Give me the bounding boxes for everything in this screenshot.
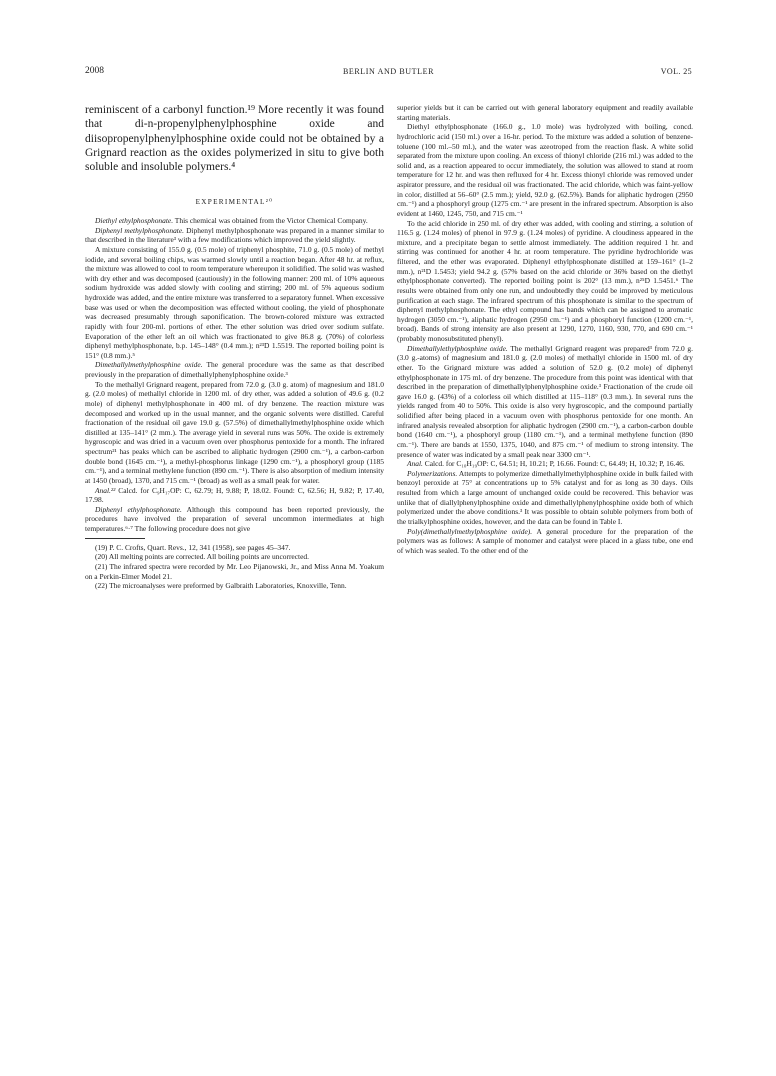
right-column [397,103,693,555]
footnote-19: (19) P. C. Crofts, Quart. Revs., 12, 341 (1958), see pages 45–347. [95,542,291,552]
footnotes [85,543,384,591]
footnote-20: (20) All melting points are corrected. All boiling points are uncorrected. [95,552,309,562]
paragraph-text: Calcd. for C₁₀H₁₉OP: C, 64.51; H, 10.21; P, 16.66. Found: C, 64.49; H, 10.32; P, 16.46. [422,459,685,469]
run-in-title: Dimethallylethylphosphine oxide. [407,343,508,353]
paragraph-polymerizations [397,469,693,527]
paragraph-text: Attempts to polymerize dimethallylmethylphosphine oxide in bulk failed with benzoyl peroxide at 75° at concentrations up to 5% catalyst and for as long as 30 days. Oils resulted from which a large amount of unchanged oxide could be recovered. This behavior was unlike that of diallylphenylphosphine oxide and dimethallylphenylphosphine oxide both of which polymerized under the above conditions.³ It was possible to obtain soluble polymers from both of the trialkylphosphine oxides, however, and the data can be found in Table I. [397,468,693,526]
paragraph-hydrolysis: Diethyl ethylphosphonate (166.0 g., 1.0 mole) was hydrolyzed with boiling, concd. hydrochloric acid (150 ml.) over a 16-hr. period. To the mixture was added a solution of benzene-toluene (100 ml.–50 ml.), and the water was azeotroped from the reaction flask. A white solid separated from the mixture upon cooling. An excess of thionyl chloride (216 ml.) was added to the solid and, as a reaction appeared to occur immediately, the solution was allowed to stand at room temperature for 12 hr. and was then refluxed for 4 hr. Excess thionyl chloride was removed under aspirator pressure, and the residual oil was fractionated. The acid chloride, which was faint-yellow in color, distilled at 56–60° (2.5 mm.); yield, 92.0 g. (62.5%). Bands for aliphatic hydrogen (2950 cm.⁻¹) and a phosphoryl group (1275 cm.⁻¹ are present in the infrared spectrum. Absorption is also evident at 1460, 1245, 750, and 715 cm.⁻¹ [397,122,693,218]
paragraph-dimethallylmethylphosphine-oxide [85,360,384,379]
lead-paragraph: reminiscent of a carbonyl function.¹⁹ More recently it was found that di-n-propenylphenylphosphine oxide and diisopropenylphenylphosphine oxide could not be obtained by a Grignard reaction as the oxides polymerized in situ to give both soluble and insoluble polymers.⁴ [85,104,384,174]
paragraph-analysis [85,486,384,505]
paragraph-text: The general procedure was the same as that described previously in the preparation of dimethallylphenylphosphine oxide.³ [85,360,385,380]
paragraph-text: Calcd. for C₉H₁₇OP: C, 62.79; H, 9.88; P, 18.02. Found: C, 62.56; H, 9.82; P, 17.40, 17.98. [85,485,384,505]
paragraph-text: The methallyl Grignard reagent was prepared³ from 72.0 g. (3.0 g.-atoms) of magnesium and 181.0 g. (2.0 moles) of methallyl chloride in 1500 ml. of dry ether. To the Grignard mixture was added a solution of 52.0 g. (0.2 mole) of diphenyl ethylphosphonate in 175 ml. of dry benzene. The procedure from this point was identical with that described in the preparation of dimethallylphenylphosphine oxide.³ Fractionation of the crude oil gave 16.0 g. (43%) of a colorless oil which distilled at 115–118° (0.3 mm.). In several runs the yields ranged from 40 to 50%. This oxide is also very hygroscopic, and the compound partially solidified after being placed in a vacuum oven with phosphorus pentoxide for one month. An infrared analysis revealed absorption for aliphatic hydrogen (2900 cm.⁻¹), a carbon-carbon double bond (1640 cm.⁻¹), a phosphoryl group (1180 cm.⁻¹), and a terminal methylene function (890 cm.⁻¹). There are bands at 1550, 1375, 1040, and 875 cm.⁻¹ of medium to strong intensity. The presence of water was indicated by a small peak near 3300 cm⁻¹. [397,343,693,459]
footnote-divider [85,538,145,539]
page-number: 2008 [85,66,104,76]
section-heading-experimental: EXPERIMENTAL²⁰ [195,198,274,207]
footnote-22: (22) The microanalyses were preformed by Galbraith Laboratories, Knoxville, Tenn. [95,581,347,591]
run-in-title: Poly(dimethallylmethylphosphine oxide). [407,526,533,536]
paragraph-text: This chemical was obtained from the Victor Chemical Company. [173,216,368,226]
volume-label: VOL. 25 [660,67,692,76]
paragraph-diphenyl-methylphosphonate [85,226,384,245]
paragraph-analysis-2 [397,459,693,469]
run-in-title: Diethyl ethylphosphonate. [95,216,174,226]
run-in-title: Polymerizations. [407,468,458,478]
run-in-title: Anal.²² [95,485,116,495]
paragraph-procedure: A mixture consisting of 155.0 g. (0.5 mole) of triphenyl phosphite, 71.0 g. (0.5 mole) of methyl iodide, and several boiling chips, was warmed slowly until a reaction began. After 48 hr. at reflux, the mixture was allowed to cool to room temperature whereupon it solidified. The solid was washed with dry ether and was decomposed (cautiously) in the following manner: 200 ml. of 10% aqueous sodium hydroxide was added slowly with cooling and stirring; 200 ml. of 5% aqueous sodium hydroxide was added, and the entire mixture was transferred to a separatory funnel. When excessive base was used or when the decomposition was effected without cooling, the yield of phosphonate was decreased presumably through saponification. The brown-colored mixture was extracted rapidly with four 200-ml. portions of ether. The ether solution was dried over sodium sulfate. Evaporation of the ether left an oil which was fractionated to give 86.8 g. (70%) of colorless diphenyl methylphosphonate, b.p. 145–148° (0.4 mm.); n²³D 1.5519. The reported boiling point is 151° (0.8 mm.).⁵ [85,244,384,360]
running-header [85,66,692,80]
run-in-title: Diphenyl ethylphosphonate. [95,504,182,514]
paragraph-grignard-procedure: To the methallyl Grignard reagent, prepared from 72.0 g. (3.0 g. atom) of magnesium and 181.0 g. (2.0 moles) of methallyl chloride in 1200 ml. of dry ether, was added a solution of 49.6 g. (0.2 mole) of diphenyl methylphosphonate in 400 ml. of dry benzene. The reaction mixture was decomposed and worked up in the usual manner, and the organic solvents were distilled. Careful fractionation of the residual oil gave 19.0 g. (57.5%) of dimethallylmethylphosphine oxide which distilled at 135–141° (2 mm.). The average yield in several runs was 50%. The oxide is extremely hygroscopic and was dried in a vacuum oven over phosphorus pentoxide for a month. The infrared spectrum²¹ has peaks which can be ascribed to aliphatic hydrogen (2900 cm.⁻¹), a carbon-carbon double bond (1645 cm.⁻¹), a methyl-phosphorus linkage (1290 cm.⁻¹), a phosphoryl group (1185 cm.⁻¹), and a terminal methylene function (890 cm.⁻¹). There is also absorption of medium intensity at 1450 (broad), 1370, and 715 cm.⁻¹ (broad) as well as a small peak for water. [85,379,384,485]
paragraph-poly-preparation [397,527,693,556]
paragraph-esterification: To the acid chloride in 250 ml. of dry ether was added, with cooling and stirring, a solution of 116.5 g. (1.24 moles) of phenol in 97.9 g. (1.24 moles) of pyridine. A cloudiness appeared in the mixture, and a precipitate began to settle almost immediately. The addition required 1 hr. and stirring was continued for another 4 hr. at room temperature. The pyridine hydrochloride was filtered, and the ether was evaporated. Diphenyl ethylphosphonate distilled at 159–161° (1–2 mm.), n²¹D 1.5453; yield 94.2 g. (57% based on the acid chloride or 36% based on the diethyl ethylphosphonate converted). The reported boiling point is 202° (13 mm.), n²⁵D 1.5451.⁶ The results were obtained from only one run, and undoubtedly they could be improved by meticulous purification at each stage. The infrared spectrum of this phosphonate is similar to the spectrum of diphenyl methylphosphonate. The ethyl compound has bands which can be assigned to aromatic hydrogen (3050 cm.⁻¹), aliphatic hydrogen (2950 cm.⁻¹) and a phosphoryl function (1200 cm.⁻¹, broad). Bands of strong intensity are also present at 1290, 1270, 1160, 930, 770, and 690 cm.⁻¹ (probably monosubstituted phenyl). [397,218,693,343]
running-title: BERLIN AND BUTLER [342,67,435,76]
run-in-title: Diphenyl methylphosphonate. [95,225,185,235]
paragraph-text: A general procedure for the preparation of the polymers was as follows: A sample of monomer and catalyst were placed in a glass tube, one end of which was sealed. To the other end of the [397,526,693,555]
paragraph-dimethallylethylphosphine-oxide [397,344,693,460]
paragraph-text: Although this compound has been reported previously, the procedures have involved the preparation of several uncommon intermediates at high temperatures.⁶·⁷ The following procedure does not give [85,504,384,534]
paragraph-text: Diphenyl methylphosphonate was prepared in a manner similar to that described in the literature³ with a few modifications which improved the yield slightly. [85,225,384,245]
run-in-title: Dimethallylmethylphosphine oxide. [95,360,203,370]
paragraph-diphenyl-ethylphosphonate [85,505,384,534]
run-in-title: Anal. [407,459,423,469]
footnote-21: (21) The infrared spectra were recorded by Mr. Leo Pijanowski, Jr., and Miss Anna M. Yoakum on a Perkin-Elmer Model 21. [85,561,384,581]
paragraph-diethyl-ethylphosphonate [85,216,384,226]
left-column [85,103,384,591]
paragraph-continuation: superior yields but it can be carried out with general laboratory equipment and readily available starting materials. [397,103,693,122]
